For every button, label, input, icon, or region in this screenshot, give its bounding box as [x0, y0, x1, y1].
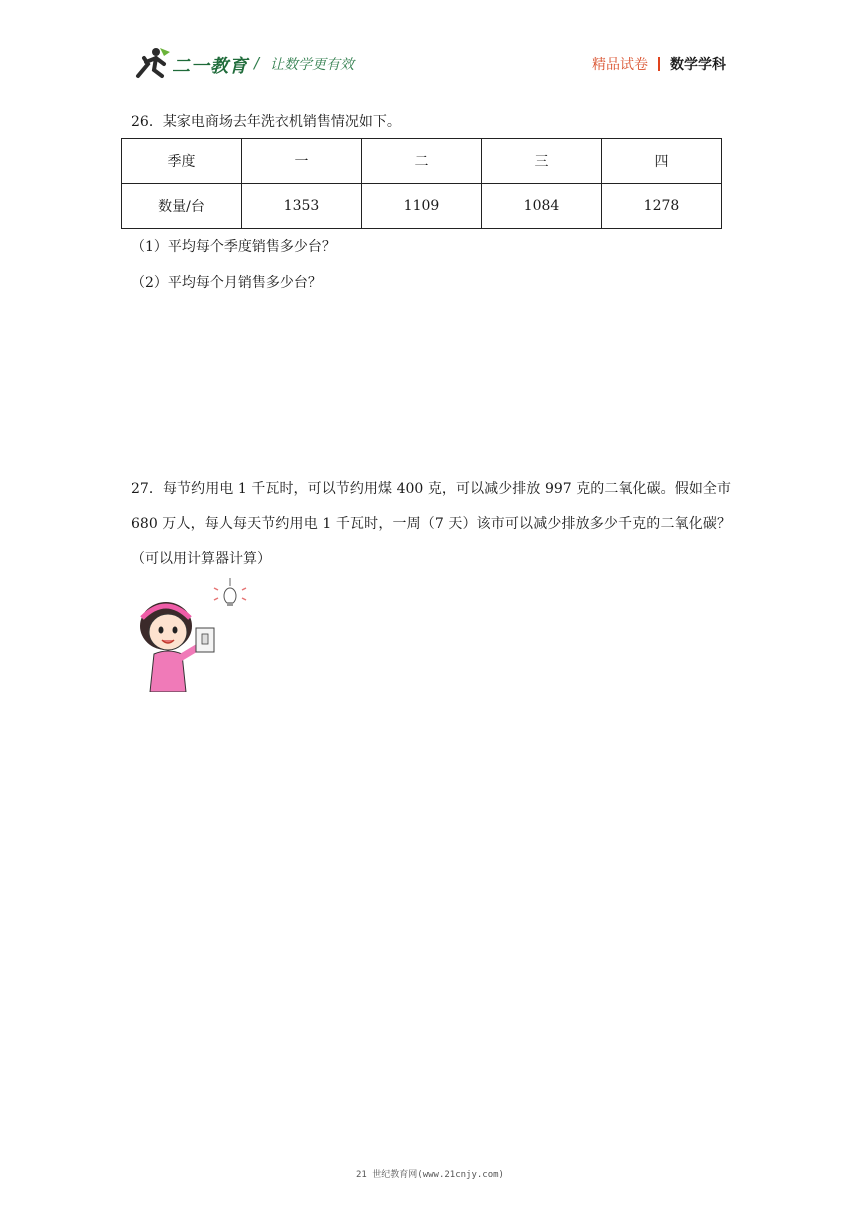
runner-logo-icon	[134, 46, 172, 80]
table-cell: 一	[242, 139, 362, 184]
logo-text: 二一教育	[172, 56, 248, 77]
question-26-part-2: （2）平均每个月销售多少台？	[131, 275, 322, 291]
header-right	[592, 54, 726, 74]
table-cell: 1278	[602, 184, 722, 229]
table-cell: 1084	[482, 184, 602, 229]
table-row	[122, 139, 722, 184]
slogan: 让数学更有效	[270, 57, 354, 73]
header-tag: 精品试卷	[592, 57, 648, 73]
logo-divider: /	[254, 54, 260, 72]
brand-logo	[134, 46, 374, 86]
question-27: 27．每节约用电 1 千瓦时，可以节约用煤 400 克，可以减少排放 997 克的二氧化碳。假如全市 680 万人，每人每天节约用电 1 千瓦时，一周（7 天）该市可以减少排放多少千克的二氧化碳？（可以用计算器计算）	[131, 481, 731, 567]
sales-table	[121, 138, 722, 229]
table-cell: 二	[362, 139, 482, 184]
table-cell: 三	[482, 139, 602, 184]
table-row	[122, 184, 722, 229]
table-header-cell: 数量/台	[122, 184, 242, 229]
question-26-part-1: （1）平均每个季度销售多少台？	[131, 239, 336, 255]
page-footer: 21 世纪教育网(www.21cnjy.com)	[356, 1170, 504, 1180]
girl-switch-illustration-icon	[130, 576, 250, 692]
table-cell: 四	[602, 139, 722, 184]
page-header	[0, 0, 860, 100]
table-header-cell: 季度	[122, 139, 242, 184]
table-cell: 1353	[242, 184, 362, 229]
header-subject: 数学学科	[670, 57, 726, 73]
table-cell: 1109	[362, 184, 482, 229]
question-26-title: 26．某家电商场去年洗衣机销售情况如下。	[131, 114, 401, 130]
header-separator	[658, 57, 660, 71]
